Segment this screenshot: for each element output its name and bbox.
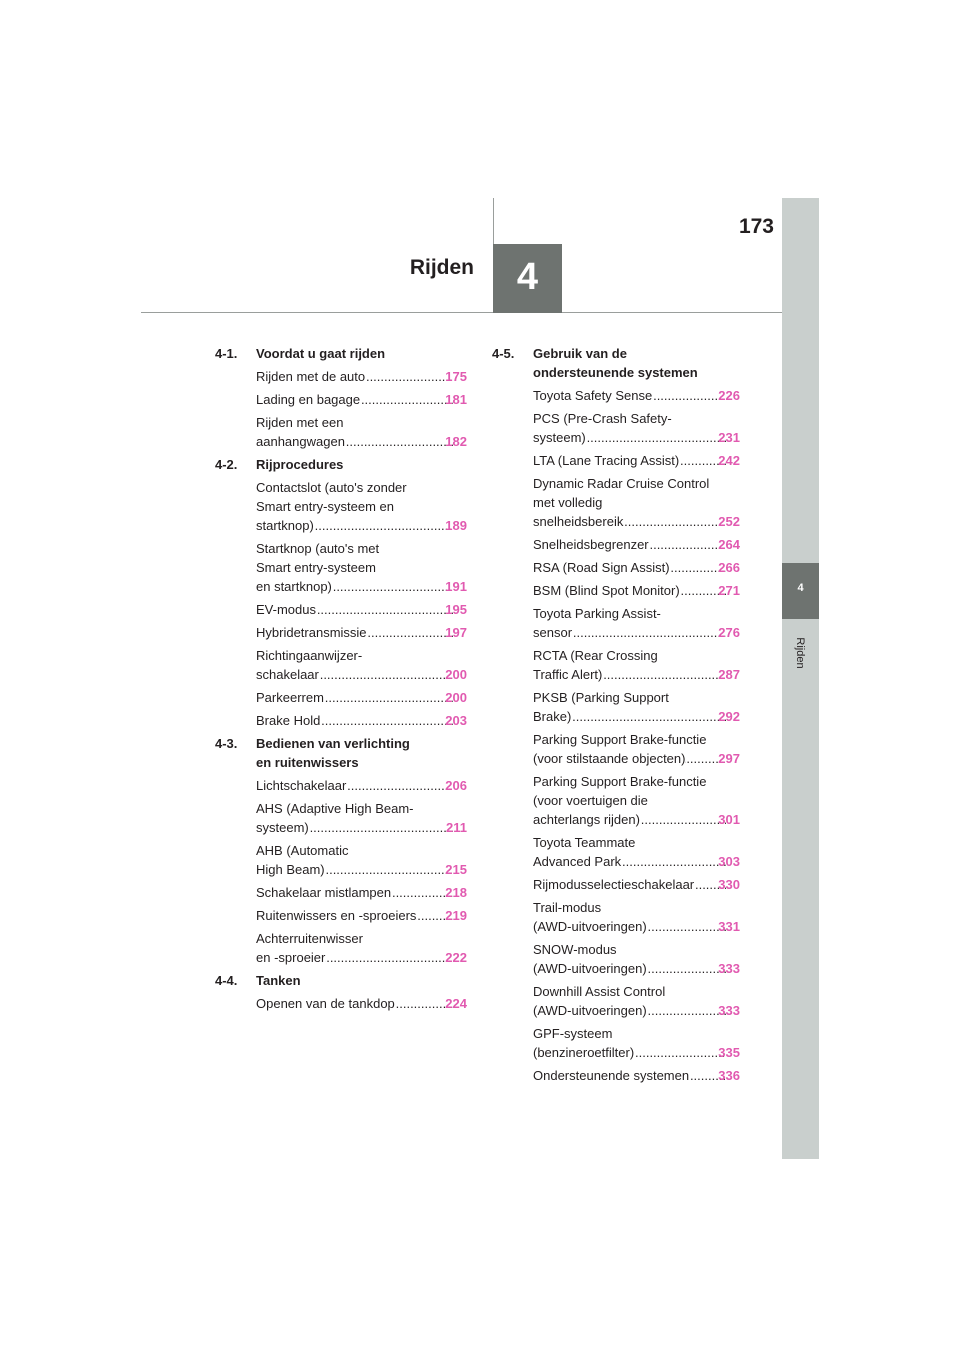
- toc-entry-last-line: [256, 776, 467, 795]
- toc-entry-text: Toyota Parking Assist-: [533, 606, 661, 621]
- toc-entry-text: Hybridetransmissie: [256, 625, 367, 640]
- toc-entry-last-line: [256, 711, 467, 730]
- section-title: [533, 344, 740, 382]
- toc-entry[interactable]: [215, 906, 467, 925]
- toc-entry-text: systeem): [256, 820, 309, 835]
- toc-entry-text: Parkeerrem: [256, 690, 324, 705]
- toc-entry-text: Dynamic Radar Cruise Control: [533, 476, 710, 491]
- toc-entry[interactable]: [492, 409, 740, 447]
- toc-entry-text: Rijden met een: [256, 415, 344, 430]
- toc-entry[interactable]: [215, 413, 467, 451]
- toc-entry-last-line: [533, 581, 740, 600]
- toc-entry-last-line: [256, 688, 467, 707]
- toc-entry-text: LTA (Lane Tracing Assist): [533, 453, 680, 468]
- toc-entry-last-line: [256, 665, 467, 684]
- page-link[interactable]: 197: [445, 625, 467, 640]
- toc-entry-text: Brake): [533, 709, 572, 724]
- toc-entry-last-line: [256, 623, 467, 642]
- toc-section-heading: [492, 344, 740, 382]
- dot-leader: [319, 665, 453, 684]
- toc-entry[interactable]: [492, 833, 740, 871]
- toc-entry-last-line: [533, 810, 740, 829]
- section-title: [256, 455, 467, 474]
- page-link[interactable]: 189: [445, 518, 467, 533]
- toc-entry-text: sensor: [533, 625, 573, 640]
- page-link[interactable]: 231: [718, 430, 740, 445]
- section-number: 4-5.: [492, 346, 515, 361]
- toc-entry-text: High Beam): [256, 862, 325, 877]
- toc-entry-last-line: [533, 852, 740, 871]
- dot-leader: [345, 432, 453, 451]
- toc-entry-text: PKSB (Parking Support: [533, 690, 669, 705]
- toc-entry-text: aanhangwagen: [256, 434, 345, 449]
- toc-entry-text: Contactslot (auto's zonder: [256, 480, 407, 495]
- toc-entry[interactable]: [492, 688, 740, 726]
- toc-entry[interactable]: [492, 730, 740, 768]
- toc-entry-text: Rijden met de auto: [256, 369, 366, 384]
- section-title-line: Voordat u gaat rijden: [256, 346, 386, 361]
- toc-entry-text: Ruitenwissers en -sproeiers: [256, 908, 417, 923]
- section-number: 4-4.: [215, 973, 238, 988]
- toc-entry[interactable]: [492, 772, 740, 829]
- toc-entry-text: en -sproeier: [256, 950, 326, 965]
- dot-leader: [571, 707, 726, 726]
- toc-entry-last-line: [533, 558, 740, 577]
- toc-entry-text: Snelheidsbegrenzer: [533, 537, 649, 552]
- toc-entry-text: (AWD-uitvoeringen): [533, 919, 647, 934]
- toc-section-heading: [215, 734, 467, 772]
- toc-entry[interactable]: [215, 883, 467, 902]
- toc-section-heading: [215, 971, 467, 990]
- toc-entry-text: PCS (Pre-Crash Safety-: [533, 411, 672, 426]
- page-link[interactable]: 252: [718, 514, 740, 529]
- toc-entry-text: (benzineroetfilter): [533, 1045, 635, 1060]
- page-link[interactable]: 242: [718, 453, 740, 468]
- toc-entry-last-line: [256, 432, 467, 451]
- divider-horizontal: [141, 312, 782, 313]
- toc-entry-text: AHB (Automatic: [256, 843, 349, 858]
- toc-entry-text: (AWD-uitvoeringen): [533, 961, 647, 976]
- toc-entry[interactable]: [215, 539, 467, 596]
- toc-entry-text: Richtingaanwijzer-: [256, 648, 363, 663]
- page-link[interactable]: 333: [718, 1003, 740, 1018]
- page-link[interactable]: 266: [718, 560, 740, 575]
- page-link[interactable]: 330: [718, 877, 740, 892]
- page-link[interactable]: 271: [718, 583, 740, 598]
- dot-leader: [332, 577, 453, 596]
- dot-leader: [391, 883, 453, 902]
- toc-entry[interactable]: [215, 929, 467, 967]
- page-link[interactable]: 182: [445, 434, 467, 449]
- toc-entry-text: Lading en bagage: [256, 392, 361, 407]
- toc-entry-text: (voor stilstaande objecten): [533, 751, 686, 766]
- toc-entry-text: AHS (Adaptive High Beam-: [256, 801, 414, 816]
- toc-entry-text: Toyota Safety Sense: [533, 388, 653, 403]
- page-link[interactable]: 292: [718, 709, 740, 724]
- toc-entry[interactable]: [492, 604, 740, 642]
- toc-entry-text: (voor voertuigen die: [533, 793, 648, 808]
- page-link[interactable]: 224: [445, 996, 467, 1011]
- toc-entry[interactable]: [215, 841, 467, 879]
- toc-entry-last-line: [256, 948, 467, 967]
- toc-entry[interactable]: [215, 623, 467, 642]
- page-link[interactable]: 336: [718, 1068, 740, 1083]
- page-link[interactable]: 226: [718, 388, 740, 403]
- toc-entry-last-line: [533, 917, 740, 936]
- toc-entry-text: Parking Support Brake-functie: [533, 774, 707, 789]
- toc-entry-last-line: [533, 875, 740, 894]
- toc-entry-text: Rijmodusselectieschakelaar: [533, 877, 695, 892]
- toc-entry[interactable]: [215, 600, 467, 619]
- dot-leader: [647, 1001, 727, 1020]
- dot-leader: [314, 516, 453, 535]
- toc-entry[interactable]: [492, 898, 740, 936]
- toc-entry[interactable]: [215, 390, 467, 409]
- dot-leader: [367, 623, 454, 642]
- toc-entry-last-line: [533, 665, 740, 684]
- page-link[interactable]: 287: [718, 667, 740, 682]
- toc-entry-last-line: [533, 428, 740, 447]
- toc-entry-text: Achterruitenwisser: [256, 931, 363, 946]
- toc-entry[interactable]: [215, 799, 467, 837]
- toc-entry-text: Downhill Assist Control: [533, 984, 666, 999]
- toc-entry-last-line: [256, 367, 467, 386]
- toc-entry[interactable]: [492, 646, 740, 684]
- toc-entry[interactable]: [215, 776, 467, 795]
- toc-entry-text: Startknop (auto's met: [256, 541, 380, 556]
- toc-entry-text: Schakelaar mistlampen: [256, 885, 392, 900]
- page-link[interactable]: 222: [445, 950, 467, 965]
- toc-entry-text: Smart entry-systeem: [256, 560, 376, 575]
- section-number: 4-3.: [215, 736, 238, 751]
- toc-entry-last-line: [533, 1043, 740, 1062]
- dot-leader: [360, 390, 453, 409]
- toc-entry-text: SNOW-modus: [533, 942, 617, 957]
- toc-entry-last-line: [533, 386, 740, 405]
- toc-entry[interactable]: [492, 474, 740, 531]
- toc-left-column: [215, 344, 467, 1017]
- toc-entry-text: Ondersteunende systemen: [533, 1068, 690, 1083]
- toc-entry-last-line: [533, 707, 740, 726]
- toc-entry-text: BSM (Blind Spot Monitor): [533, 583, 680, 598]
- dot-leader: [320, 711, 453, 730]
- toc-entry-text: Smart entry-systeem en: [256, 499, 394, 514]
- page-link[interactable]: 335: [718, 1045, 740, 1060]
- toc-entry[interactable]: [492, 875, 740, 894]
- page-link[interactable]: 191: [445, 579, 467, 594]
- toc-entry-text: Parking Support Brake-functie: [533, 732, 707, 747]
- page-link[interactable]: 200: [445, 667, 467, 682]
- page-link[interactable]: 219: [445, 908, 467, 923]
- toc-entry-last-line: [256, 883, 467, 902]
- toc-entry-text: met volledig: [533, 495, 603, 510]
- toc-entry-text: RCTA (Rear Crossing: [533, 648, 658, 663]
- toc-entry[interactable]: [492, 1066, 740, 1085]
- dot-leader: [602, 665, 726, 684]
- page-link[interactable]: 276: [718, 625, 740, 640]
- side-tab-label-text: Rijden: [794, 637, 806, 669]
- toc-entry-last-line: [256, 818, 467, 837]
- toc-entry[interactable]: [215, 711, 467, 730]
- section-title: [256, 344, 467, 363]
- page-link[interactable]: 175: [445, 369, 467, 384]
- dot-leader: [634, 1043, 726, 1062]
- toc-entry[interactable]: [492, 982, 740, 1020]
- side-tab-number: 4: [797, 582, 804, 594]
- dot-leader: [324, 688, 453, 707]
- section-title-line: Tanken: [256, 973, 301, 988]
- toc-entry-last-line: [533, 512, 740, 531]
- toc-entry-text: snelheidsbereik: [533, 514, 624, 529]
- toc-entry-last-line: [256, 577, 467, 596]
- dot-leader: [586, 428, 727, 447]
- toc-entry-last-line: [533, 1001, 740, 1020]
- dot-leader: [325, 860, 454, 879]
- toc-entry-last-line: [256, 994, 467, 1013]
- page-link[interactable]: 206: [445, 778, 467, 793]
- divider-vertical: [493, 198, 494, 244]
- page-link[interactable]: 333: [718, 961, 740, 976]
- toc-entry-text: GPF-systeem: [533, 1026, 613, 1041]
- toc-entry[interactable]: [215, 646, 467, 684]
- page-link[interactable]: 211: [446, 820, 467, 835]
- toc-entry[interactable]: [492, 940, 740, 978]
- toc-entry[interactable]: [215, 994, 467, 1013]
- side-tab-label: [784, 628, 816, 678]
- dot-leader: [309, 818, 454, 837]
- toc-section-heading: [215, 455, 467, 474]
- toc-entry-text: startknop): [256, 518, 314, 533]
- toc-entry-text: Traffic Alert): [533, 667, 603, 682]
- toc-entry-last-line: [256, 516, 467, 535]
- toc-entry-last-line: [533, 535, 740, 554]
- section-number: 4-1.: [215, 346, 238, 361]
- toc-entry[interactable]: [492, 1024, 740, 1062]
- toc-entry-last-line: [256, 860, 467, 879]
- toc-entry[interactable]: [492, 558, 740, 577]
- section-number: 4-2.: [215, 457, 238, 472]
- chapter-title: Rijden: [409, 256, 474, 279]
- page-link[interactable]: 203: [445, 713, 467, 728]
- toc-entry[interactable]: [215, 478, 467, 535]
- toc-entry[interactable]: [492, 581, 740, 600]
- page-link[interactable]: 195: [445, 602, 467, 617]
- dot-leader: [649, 535, 727, 554]
- toc-entry-last-line: [256, 600, 467, 619]
- toc-entry-text: en startknop): [256, 579, 332, 594]
- section-title-line: Rijprocedures: [256, 457, 344, 472]
- page-link[interactable]: 303: [718, 854, 740, 869]
- page-link[interactable]: 331: [718, 919, 740, 934]
- dot-leader: [621, 852, 726, 871]
- page-link[interactable]: 181: [445, 392, 467, 407]
- toc-entry-last-line: [533, 959, 740, 978]
- dot-leader: [640, 810, 726, 829]
- page-link[interactable]: 200: [445, 690, 467, 705]
- toc-entry-text: systeem): [533, 430, 586, 445]
- toc-entry-text: achterlangs rijden): [533, 812, 640, 827]
- toc-entry[interactable]: [215, 688, 467, 707]
- dot-leader: [647, 959, 727, 978]
- page-link[interactable]: 215: [445, 862, 467, 877]
- toc-entry-text: Toyota Teammate: [533, 835, 636, 850]
- dot-leader: [623, 512, 726, 531]
- chapter-number: 4: [516, 256, 539, 298]
- toc-entry-text: Openen van de tankdop: [256, 996, 395, 1011]
- dot-leader: [572, 623, 726, 642]
- toc-entry-text: schakelaar: [256, 667, 319, 682]
- toc-entry-last-line: [256, 906, 467, 925]
- sidebar-strip: [782, 198, 819, 1159]
- dot-leader: [316, 600, 453, 619]
- section-title-line: Bedienen van verlichting: [256, 736, 410, 751]
- toc-entry-text: EV-modus: [256, 602, 316, 617]
- toc-entry-last-line: [533, 749, 740, 768]
- toc-entry-text: (AWD-uitvoeringen): [533, 1003, 647, 1018]
- toc-entry-text: Lichtschakelaar: [256, 778, 347, 793]
- dot-leader: [346, 776, 453, 795]
- toc-entry-text: Advanced Park: [533, 854, 622, 869]
- dot-leader: [325, 948, 453, 967]
- toc-entry-text: RSA (Road Sign Assist): [533, 560, 670, 575]
- toc-entry-text: Trail-modus: [533, 900, 602, 915]
- page-link[interactable]: 301: [718, 812, 740, 827]
- toc-entry[interactable]: [492, 535, 740, 554]
- toc-entry-last-line: [533, 623, 740, 642]
- toc-entry[interactable]: [492, 386, 740, 405]
- toc-entry[interactable]: [492, 451, 740, 470]
- toc-entry-last-line: [256, 390, 467, 409]
- section-title: [256, 734, 467, 772]
- dot-leader: [647, 917, 727, 936]
- toc-entry-text: Brake Hold: [256, 713, 321, 728]
- toc-entry[interactable]: [215, 367, 467, 386]
- section-title-line: ondersteunende systemen: [533, 365, 698, 380]
- dot-leader: [652, 386, 726, 405]
- section-title-line: Gebruik van de: [533, 346, 627, 361]
- toc-entry-last-line: [533, 1066, 740, 1085]
- section-title-line: en ruitenwissers: [256, 755, 359, 770]
- page-link[interactable]: 264: [718, 537, 740, 552]
- toc-section-heading: [215, 344, 467, 363]
- page-number: 173: [738, 215, 774, 238]
- dot-leader: [365, 367, 453, 386]
- page-link[interactable]: 218: [445, 885, 467, 900]
- page-link[interactable]: 297: [718, 751, 740, 766]
- section-title: [256, 971, 467, 990]
- toc-right-column: [492, 344, 740, 1089]
- toc-entry-last-line: [533, 451, 740, 470]
